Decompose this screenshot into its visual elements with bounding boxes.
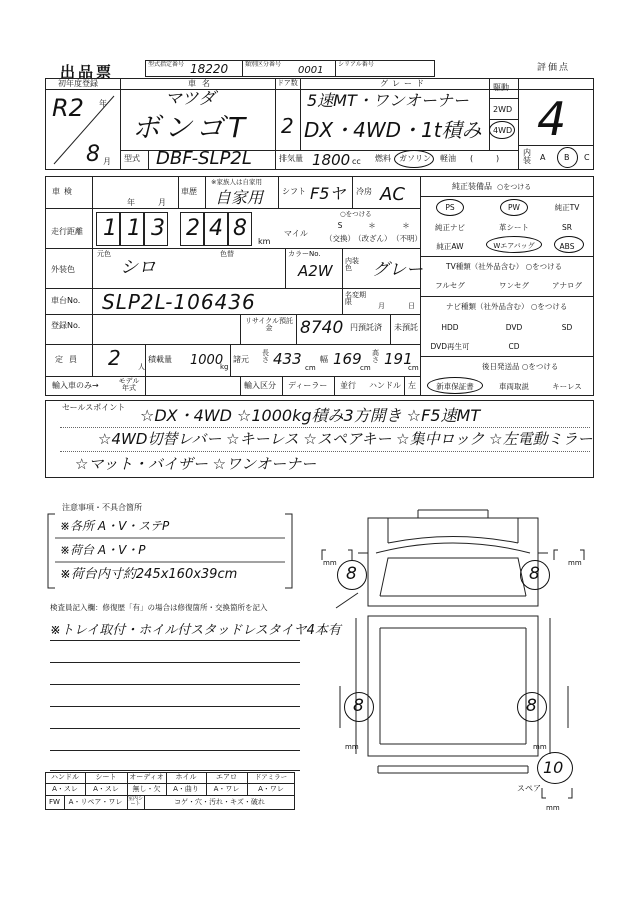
ext-color-value: シロ — [120, 257, 156, 278]
fuel-label: 燃料 — [375, 154, 391, 163]
notes-line-1: ※各所 A・V・ステP — [60, 519, 170, 533]
tv-title: TV種類（社外品含む） ○をつける — [446, 262, 563, 271]
form-title: 出品票 — [60, 63, 115, 81]
vehicle-name: ボンゴT — [132, 111, 250, 144]
int-color-value: グレー — [372, 260, 423, 280]
reg-month: 8 — [86, 142, 100, 167]
rating-value: 4 — [537, 92, 567, 146]
fuel-value: ガソリン — [399, 154, 431, 163]
equipment-title: 純正装備品 ○をつける — [452, 182, 532, 191]
drive-4wd: 4WD — [493, 126, 513, 135]
capacity-value: 2 — [108, 346, 121, 370]
ac-value: AC — [380, 184, 405, 205]
inspector-label: 検査員記入欄：修復歴「有」の場合は修復箇所・交換箇所を記入 — [50, 603, 268, 612]
spare-value: 10 — [543, 758, 564, 777]
interior-grade-c: C — [584, 153, 590, 162]
history-label: 車歴 — [181, 187, 197, 196]
door-value: 2 — [281, 114, 294, 138]
grade-label: グレード — [380, 79, 428, 88]
length-value: 433 — [273, 350, 302, 368]
history-value: 自家用 — [215, 188, 264, 207]
light-oil-label: 軽油 — [440, 154, 456, 163]
load-value: 1000 — [190, 353, 224, 368]
maker-value: マツダ — [165, 89, 216, 109]
model-designation-value: 18220 — [190, 62, 229, 76]
ps-circle — [436, 199, 464, 216]
history-note: ※家族人は自家用 — [211, 178, 262, 186]
warranty-circle — [427, 377, 483, 394]
ac-label: 冷房 — [356, 187, 372, 196]
category-value: 0001 — [298, 65, 324, 76]
inspector-line-1: ※トレイ取付・ホイル付スタッドレスタイヤ4本有 — [50, 623, 341, 638]
rating-label: 評価点 — [537, 63, 571, 73]
type-value: DBF-SLP2L — [156, 148, 252, 169]
interior-b-circle — [557, 147, 578, 168]
grade-line1: 5速MT・ワンオーナー — [307, 91, 469, 110]
drive-4wd-circle — [489, 121, 515, 139]
sales-line-3: ☆マット・バイザー ☆ワンオーナー — [75, 455, 317, 473]
chassis-label: 車台No. — [51, 296, 81, 305]
category-label: 類別区分番号 — [245, 61, 282, 68]
shaken-label: 車検 — [52, 187, 76, 196]
serial-label: シリアル番号 — [338, 61, 374, 68]
model-designation-label: 型式指定番号 — [148, 61, 185, 68]
shift-value: F5ヤ — [310, 184, 346, 203]
interior-grade-b: B — [564, 153, 570, 162]
interior-label: 内装 — [523, 148, 531, 165]
interior-grade-a: A — [540, 153, 546, 162]
model-designation-box — [145, 60, 435, 77]
displacement-value: 1800 — [312, 151, 351, 169]
notes-line-3: ※荷台内寸約245x160x39cm — [60, 567, 238, 582]
ext-color-label: 外装色 — [51, 265, 75, 274]
type-label: 型式 — [124, 154, 140, 163]
abs-circle — [554, 236, 584, 253]
sales-points-label: セールスポイント — [62, 403, 126, 412]
notes-line-2: ※荷台 A・V・P — [60, 543, 146, 557]
color-no-value: A2W — [298, 262, 333, 280]
sales-line-1: ☆DX・4WD ☆1000kg積み3方開き ☆F5速MT — [140, 406, 481, 425]
pw-circle — [500, 199, 528, 216]
shift-label: シフト — [282, 187, 306, 196]
fuel-circle — [394, 150, 434, 168]
navi-title: ナビ種類（社外品含む） ○をつける — [446, 302, 568, 311]
drive-label: 駆動 — [493, 83, 509, 92]
mile-label: マイル — [284, 229, 308, 238]
era-year: R2 — [52, 94, 84, 122]
chassis-value: SLP2L-106436 — [102, 290, 256, 314]
post-title: 後日発送品 ○をつける — [482, 362, 559, 371]
height-value: 191 — [384, 350, 413, 368]
grade-line2: DX・4WD・1t積み — [304, 118, 482, 142]
airbag-circle — [486, 236, 542, 253]
reg-no-label: 登録No. — [51, 321, 81, 330]
displacement-label: 排気量 — [279, 154, 303, 163]
maker-label: 車名 — [188, 79, 216, 88]
sales-line-2: ☆4WD切替レバー ☆キーレス ☆スペアキー ☆集中ロック ☆左電動ミラー — [98, 430, 593, 448]
spare-label: スペア — [517, 784, 541, 793]
notes-label: 注意事項・不具合箇所 — [62, 503, 142, 512]
drive-2wd: 2WD — [493, 105, 513, 114]
mileage-label: 走行距離 — [51, 227, 83, 236]
recycle-value: 8740 — [300, 318, 344, 338]
capacity-label: 定員 — [55, 355, 83, 364]
door-label: ドア数 — [277, 79, 298, 87]
width-value: 169 — [333, 350, 362, 368]
first-reg-label: 初年度登録 — [58, 79, 98, 88]
